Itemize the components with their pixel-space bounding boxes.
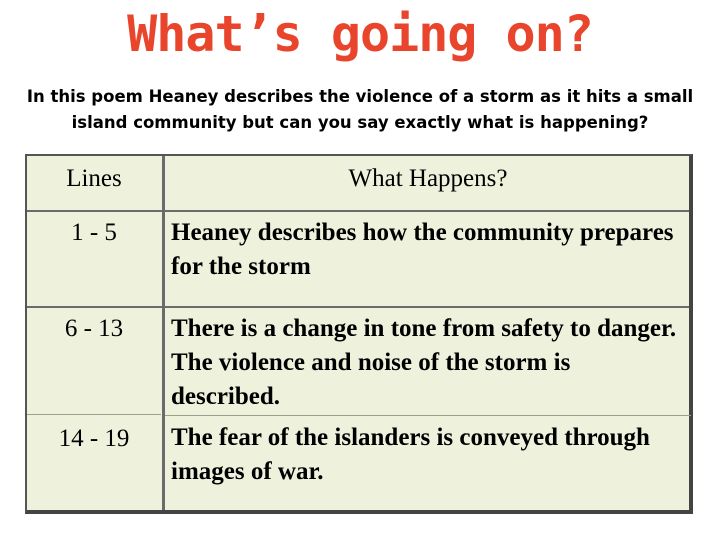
row-divider	[27, 306, 689, 308]
row-2-lines: 6 - 13	[64, 315, 124, 342]
row-1-lines: 1 - 5	[71, 219, 117, 246]
lines-table	[25, 154, 693, 514]
row-divider	[27, 210, 689, 212]
page-subtitle: In this poem Heaney describes the violence of a storm as it hits a small island community but can you say exactly what is happening?	[26, 87, 694, 132]
row-3-what: The fear of the islanders is conveyed through images of war.	[171, 424, 650, 485]
header-what-happens: What Happens?	[348, 165, 508, 192]
row-divider	[27, 414, 161, 415]
row-3-lines: 14 - 19	[58, 425, 130, 452]
row-1-what: Heaney describes how the community prepares for the storm	[171, 219, 674, 280]
row-2-what: There is a change in tone from safety to danger. The violence and noise of the storm is described.	[171, 315, 677, 410]
page-title: What’s going on?	[127, 5, 593, 63]
header-lines: Lines	[66, 165, 122, 192]
row-divider	[165, 415, 691, 416]
